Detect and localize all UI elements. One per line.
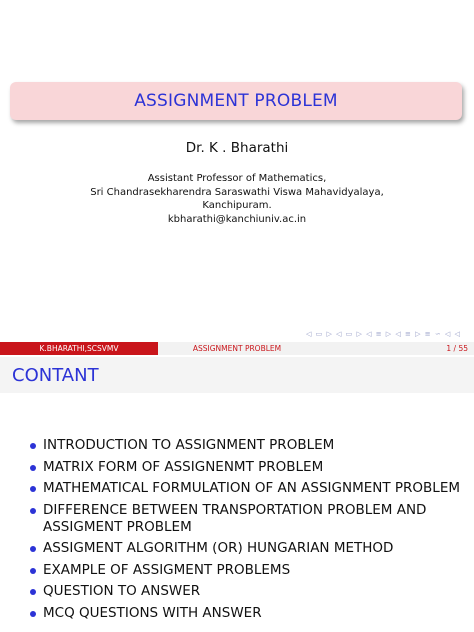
bullet-icon bbox=[30, 508, 36, 514]
footer-author: K.BHARATHI,SCSVMV bbox=[0, 342, 158, 355]
footer-title: ASSIGNMENT PROBLEM bbox=[158, 342, 316, 355]
slide-title: ASSIGNMENT PROBLEM bbox=[134, 91, 338, 111]
list-item: MCQ QUESTIONS WITH ANSWER bbox=[30, 605, 470, 622]
contents-list bbox=[30, 437, 470, 626]
author-name: Dr. K . Bharathi bbox=[185, 140, 289, 156]
affiliation-line: Sri Chandrasekharendra Saraswathi Viswa Mahavidyalaya, bbox=[90, 186, 384, 198]
footer-page-number: 1 / 55 bbox=[316, 342, 474, 355]
list-item: DIFFERENCE BETWEEN TRANSPORTATION PROBLEM AND ASSIGMENT PROBLEM bbox=[30, 502, 470, 536]
list-item: ASSIGMENT ALGORITHM (OR) HUNGARIAN METHOD bbox=[30, 540, 470, 557]
list-item: INTRODUCTION TO ASSIGNMENT PROBLEM bbox=[30, 437, 470, 454]
affiliation-block bbox=[0, 172, 474, 226]
affiliation-line: Kanchipuram. bbox=[202, 200, 272, 211]
bullet-icon bbox=[30, 486, 36, 492]
slide-footer bbox=[0, 342, 474, 355]
email-line: kbharathi@kanchiuniv.ac.in bbox=[167, 213, 307, 225]
list-item: MATHEMATICAL FORMULATION OF AN ASSIGNMENT PROBLEM bbox=[30, 480, 470, 497]
list-item: QUESTION TO ANSWER bbox=[30, 583, 470, 600]
affiliation-line: Assistant Professor of Mathematics, bbox=[147, 173, 327, 184]
list-item: EXAMPLE OF ASSIGMENT PROBLEMS bbox=[30, 562, 470, 579]
title-box bbox=[10, 82, 462, 120]
contents-heading: CONTANT bbox=[12, 365, 99, 386]
bullet-icon bbox=[30, 568, 36, 574]
contents-header bbox=[0, 357, 474, 393]
bullet-icon bbox=[30, 465, 36, 471]
bullet-icon bbox=[30, 589, 36, 595]
beamer-navigation-icons[interactable]: ◁ ▭ ▷ ◁ ▭ ▷ ◁ ≡ ▷ ◁ ≡ ▷ ≡ ∽ ◁ ◁ bbox=[306, 330, 461, 338]
bullet-icon bbox=[30, 546, 36, 552]
bullet-icon bbox=[30, 443, 36, 449]
contents-slide bbox=[0, 355, 474, 632]
list-item: MATRIX FORM OF ASSIGNENMT PROBLEM bbox=[30, 459, 470, 476]
bullet-icon bbox=[30, 611, 36, 617]
